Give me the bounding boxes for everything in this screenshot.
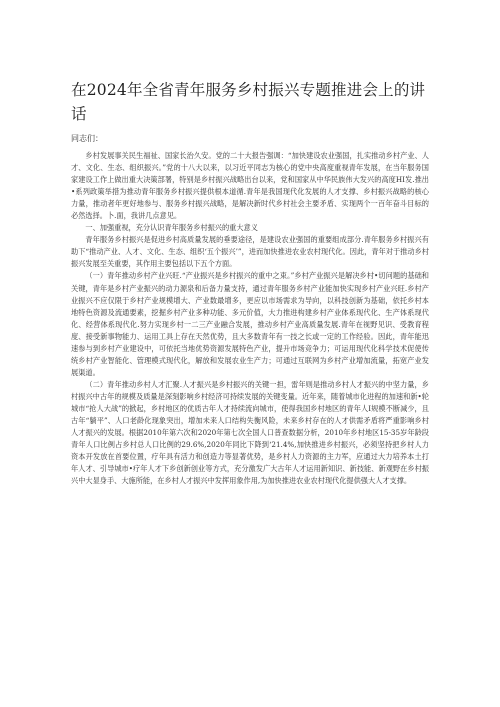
document-body	[71, 150, 429, 487]
paragraph-intro: 乡村发展事关民生福祉、国家长治久安。党的二十大报告强调：“加快建设农业强国，扎实推动乡村产业、人才、文化、生态、组织振兴。”党的十八大以来，以习近平同志为核心的党中央高度重视青年发展，在当年服务国家建设工作上做出重大决策部署，特别是乡村振兴战略出台以来，党和国家从中华民族伟大发兴的高度HI发.推出•系列政策举措为推动青年服务乡村振兴提供根本道循.青年是我国现代化发展的人才支撑、乡村振兴战略的核心力量，推动者年更好地参与、服务乡村振兴战略，是解决新时代乡村社会主要矛盾、实现两个一百年奋斗目标的必然选择。卜.面，我讲几点意见。	[71, 151, 429, 221]
paragraph-industry: （一）青年推动乡村产业兴旺.“产业振兴是乡村振兴的重中之束。”乡村产业振兴是解决乡村•切问题的基础和关键，青年是乡村产业振兴的动力源泉和后备力量支持，通过青年服务乡村产业能加快实现乡村产业兴旺.乡村产业振兴不应仅限于乡村产业规模增大、产业数最增多，更应以市场需求为导向，以科技创新为基础，依托乡村本地特色资源及流通要素，挖掘乡村产业多种功能、多元价值，大力推进构建乡村产业体系现代化、生产体系现代化、经营体系现代化.努力实现乡村一二三产业融合发展，推动乡村产业高质量发展.青年在视野见识、受教育程度、接受新事物能力、运用工具上存在天然优势，且大多数青年有一技之长或一定的工作经验。因此，青年能迅速参与到乡村产业建设中，可依托当地优势资源发展特色产业，提升市场竞争力；可运用现代化科学技术促使传统乡村产业智能化、管理模式现代化，解放和发展农业生产力；可通过互联网为乡村产业增加流量，拓宽产业发展渠道。	[71, 271, 429, 377]
paragraph-talent: （二）青年推动乡村人才汇聚.人才振兴是乡村振兴的关键一担，雷年则是推动乡村人才振兴的中坚力量，乡村振兴中古年的规模及质量是深刻影响乡村经济可持续发展的关键变量。近年来，随着城市化进程的加速和新•轮城市“抢人大战”的掀起，乡村地区的优质古年人才持续流向城市，使得我国乡村地区的青年人I规模不断减少，且古年“躺平”、人口老龄化现象突出，增加未来人口结构失衡风险，未来乡村存在的人才供需矛盾将严重影响乡村人才振兴的发展。根据2010年第六次和2020年第七次全国人口普查数据分析，2010年乡村地区15-35岁年龄段青年人口比例占乡村总人口比例的29.6%,2020年同比下降到‘21.4%,加快推进乡村振兴，必须坚持把乡村人力资本开发放在首要位置，疗年具有活力和创造力等显著优势，是乡村人力资源的主力军，应通过大力培养本土打年人才、引导城市•疗年人才下乡创新创业等方式，充分激发广大古年人才运用新知识、新技能、新观野在乡村振兴中大显身手、大施所能，在乡村人才振兴中发挥用象作用,为加快推进农业农村现代化提供强大人才支撑。	[71, 379, 429, 486]
paragraph-significance: 青年服务乡村振兴是促进乡村高质量发展的垂要途径，是建设农业强国的重要组成部分.青年服务乡村振兴有助下“推动产业、人才、文化、生态、组织‘五个振兴’”，进而加快推进农业农村现代化。因此，青年对于推动乡村振兴发展至关重要，其作用主要包括以下五个方面。	[71, 235, 429, 269]
section-heading: 一、加强重视，充分认识青年服务乡村振兴的重大意义	[85, 223, 258, 233]
salutation: 同志们：	[71, 134, 103, 143]
document-title: 在2024年全省青年服务乡村振兴专题推进会上的讲话	[71, 81, 426, 123]
